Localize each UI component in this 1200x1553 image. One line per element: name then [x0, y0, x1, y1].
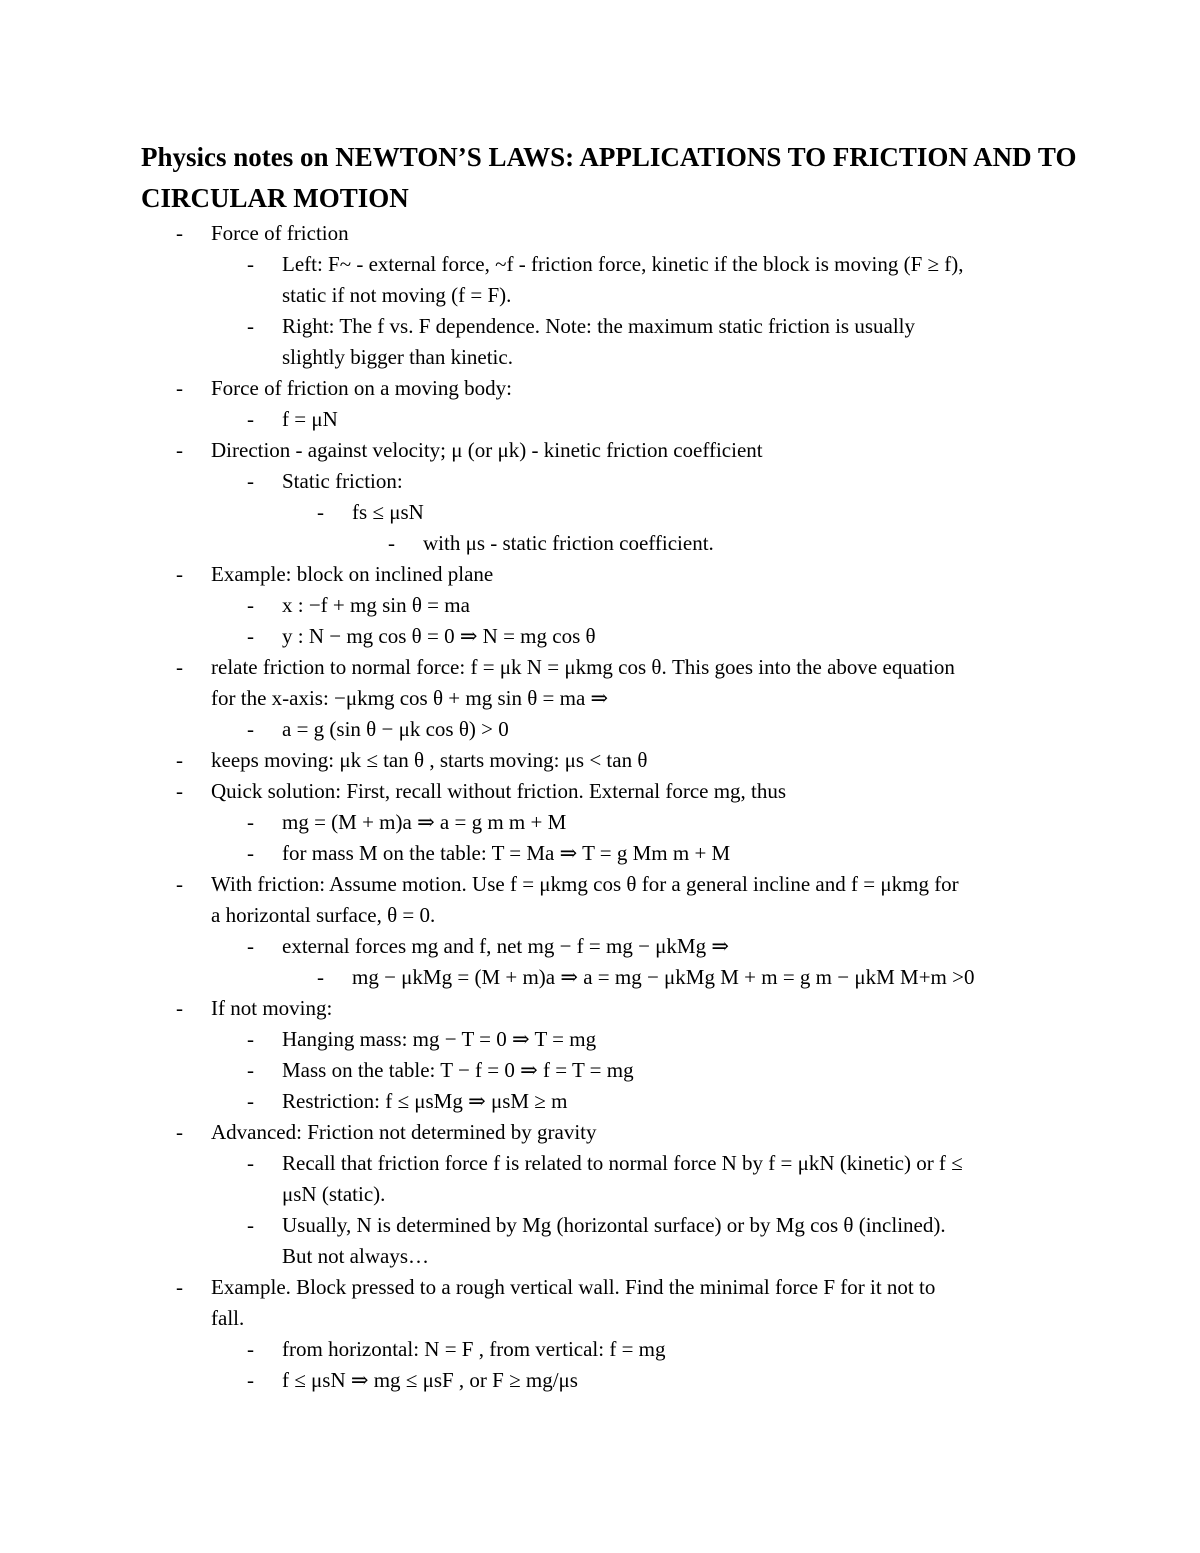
list-item	[0, 1086, 1200, 1117]
list-item	[0, 528, 1200, 559]
bullet-dash: -	[317, 965, 324, 989]
list-item	[0, 373, 1200, 404]
list-item	[0, 218, 1200, 249]
bullet-dash: -	[176, 996, 183, 1020]
bullet-dash: -	[176, 779, 183, 803]
list-item-text: Recall that friction force f is related to normal force N by f = μkN (kinetic) or f ≤	[282, 1151, 963, 1175]
list-item-continuation	[0, 1241, 1200, 1272]
list-item-text: for the x-axis: −μkmg cos θ + mg sin θ = ma ⇒	[211, 686, 609, 710]
list-item-continuation	[0, 1179, 1200, 1210]
list-item-text: But not always…	[282, 1244, 429, 1268]
list-item	[0, 807, 1200, 838]
list-item	[0, 311, 1200, 342]
list-item	[0, 435, 1200, 466]
list-item	[0, 590, 1200, 621]
list-item	[0, 652, 1200, 683]
list-item-text: a horizontal surface, θ = 0.	[211, 903, 436, 927]
bullet-dash: -	[247, 1058, 254, 1082]
list-item	[0, 559, 1200, 590]
list-item-text: Static friction:	[282, 469, 403, 493]
list-item	[0, 869, 1200, 900]
bullet-dash: -	[247, 469, 254, 493]
list-item-text: With friction: Assume motion. Use f = μkmg cos θ for a general incline and f = μkmg for	[211, 872, 959, 896]
bullet-dash: -	[176, 221, 183, 245]
bullet-dash: -	[176, 1120, 183, 1144]
list-item	[0, 993, 1200, 1024]
list-item	[0, 1055, 1200, 1086]
list-item-text: Right: The f vs. F dependence. Note: the maximum static friction is usually	[282, 314, 915, 338]
bullet-dash: -	[247, 407, 254, 431]
list-item-text: with μs - static friction coefficient.	[423, 531, 714, 555]
list-item	[0, 621, 1200, 652]
list-item-text: slightly bigger than kinetic.	[282, 345, 513, 369]
bullet-dash: -	[247, 1213, 254, 1237]
list-item-text: mg − μkMg = (M + m)a ⇒ a = mg − μkMg M + m = g m − μkM M+m >0	[352, 965, 975, 989]
bullet-dash: -	[247, 624, 254, 648]
list-item	[0, 962, 1200, 993]
list-item-text: for mass M on the table: T = Ma ⇒ T = g Mm m + M	[282, 841, 731, 865]
list-item	[0, 1117, 1200, 1148]
list-item-text: Hanging mass: mg − T = 0 ⇒ T = mg	[282, 1027, 597, 1051]
bullet-dash: -	[247, 1151, 254, 1175]
list-item	[0, 1210, 1200, 1241]
bullet-dash: -	[247, 841, 254, 865]
list-item-text: If not moving:	[211, 996, 333, 1020]
list-item	[0, 776, 1200, 807]
list-item-continuation	[0, 900, 1200, 931]
list-item-text: Quick solution: First, recall without friction. External force mg, thus	[211, 779, 787, 803]
list-item-text: Advanced: Friction not determined by gravity	[211, 1120, 597, 1144]
list-item	[0, 466, 1200, 497]
bullet-dash: -	[176, 438, 183, 462]
list-item-text: Force of friction	[211, 221, 349, 245]
list-item-text: a = g (sin θ − μk cos θ) > 0	[282, 717, 509, 741]
bullet-dash: -	[176, 376, 183, 400]
list-item-text: relate friction to normal force: f = μk N = μkmg cos θ. This goes into the above equation	[211, 655, 955, 679]
bullet-dash: -	[247, 252, 254, 276]
bullet-dash: -	[247, 717, 254, 741]
bullet-dash: -	[247, 1337, 254, 1361]
list-item-text: keeps moving: μk ≤ tan θ , starts moving: μs < tan θ	[211, 748, 648, 772]
bullet-dash: -	[247, 810, 254, 834]
list-item-continuation	[0, 683, 1200, 714]
list-item-text: fs ≤ μsN	[352, 500, 424, 524]
list-item	[0, 1148, 1200, 1179]
page-title: Physics notes on NEWTON’S LAWS: APPLICATIONS TO FRICTION AND TO CIRCULAR MOTION	[141, 142, 1077, 213]
list-item-text: y : N − mg cos θ = 0 ⇒ N = mg cos θ	[282, 624, 596, 648]
list-item-text: Usually, N is determined by Mg (horizontal surface) or by Mg cos θ (inclined).	[282, 1213, 946, 1237]
bullet-dash: -	[317, 500, 324, 524]
list-item	[0, 497, 1200, 528]
list-item	[0, 714, 1200, 745]
bullet-dash: -	[176, 562, 183, 586]
bullet-dash: -	[176, 872, 183, 896]
list-item-text: f = μN	[282, 407, 338, 431]
bullet-dash: -	[247, 934, 254, 958]
list-item-text: Mass on the table: T − f = 0 ⇒ f = T = mg	[282, 1058, 634, 1082]
list-item-text: Example. Block pressed to a rough vertical wall. Find the minimal force F for it not to	[211, 1275, 936, 1299]
list-item	[0, 1272, 1200, 1303]
list-item-text: μsN (static).	[282, 1182, 386, 1206]
list-item-text: fall.	[211, 1306, 245, 1330]
list-item-text: Left: F~ - external force, ~f - friction force, kinetic if the block is moving (F ≥ f),	[282, 252, 964, 276]
list-item-text: f ≤ μsN ⇒ mg ≤ μsF , or F ≥ mg/μs	[282, 1368, 578, 1392]
list-item-text: external forces mg and f, net mg − f = mg − μkMg ⇒	[282, 934, 729, 958]
bullet-dash: -	[247, 593, 254, 617]
notes-list	[0, 218, 1200, 1396]
list-item	[0, 838, 1200, 869]
list-item	[0, 404, 1200, 435]
bullet-dash: -	[247, 1089, 254, 1113]
bullet-dash: -	[176, 748, 183, 772]
list-item	[0, 249, 1200, 280]
list-item-text: static if not moving (f = F).	[282, 283, 512, 307]
list-item	[0, 1334, 1200, 1365]
list-item-continuation	[0, 1303, 1200, 1334]
list-item	[0, 1024, 1200, 1055]
bullet-dash: -	[176, 1275, 183, 1299]
list-item-text: x : −f + mg sin θ = ma	[282, 593, 470, 617]
list-item-text: from horizontal: N = F , from vertical: f = mg	[282, 1337, 666, 1361]
list-item	[0, 1365, 1200, 1396]
bullet-dash: -	[247, 314, 254, 338]
list-item-text: Force of friction on a moving body:	[211, 376, 512, 400]
list-item-text: Example: block on inclined plane	[211, 562, 494, 586]
list-item	[0, 745, 1200, 776]
list-item-text: mg = (M + m)a ⇒ a = g m m + M	[282, 810, 567, 834]
list-item-continuation	[0, 342, 1200, 373]
bullet-dash: -	[247, 1368, 254, 1392]
bullet-dash: -	[176, 655, 183, 679]
bullet-dash: -	[247, 1027, 254, 1051]
list-item	[0, 931, 1200, 962]
list-item-text: Direction - against velocity; μ (or μk) - kinetic friction coefficient	[211, 438, 763, 462]
list-item-continuation	[0, 280, 1200, 311]
bullet-dash: -	[388, 531, 395, 555]
list-item-text: Restriction: f ≤ μsMg ⇒ μsM ≥ m	[282, 1089, 568, 1113]
